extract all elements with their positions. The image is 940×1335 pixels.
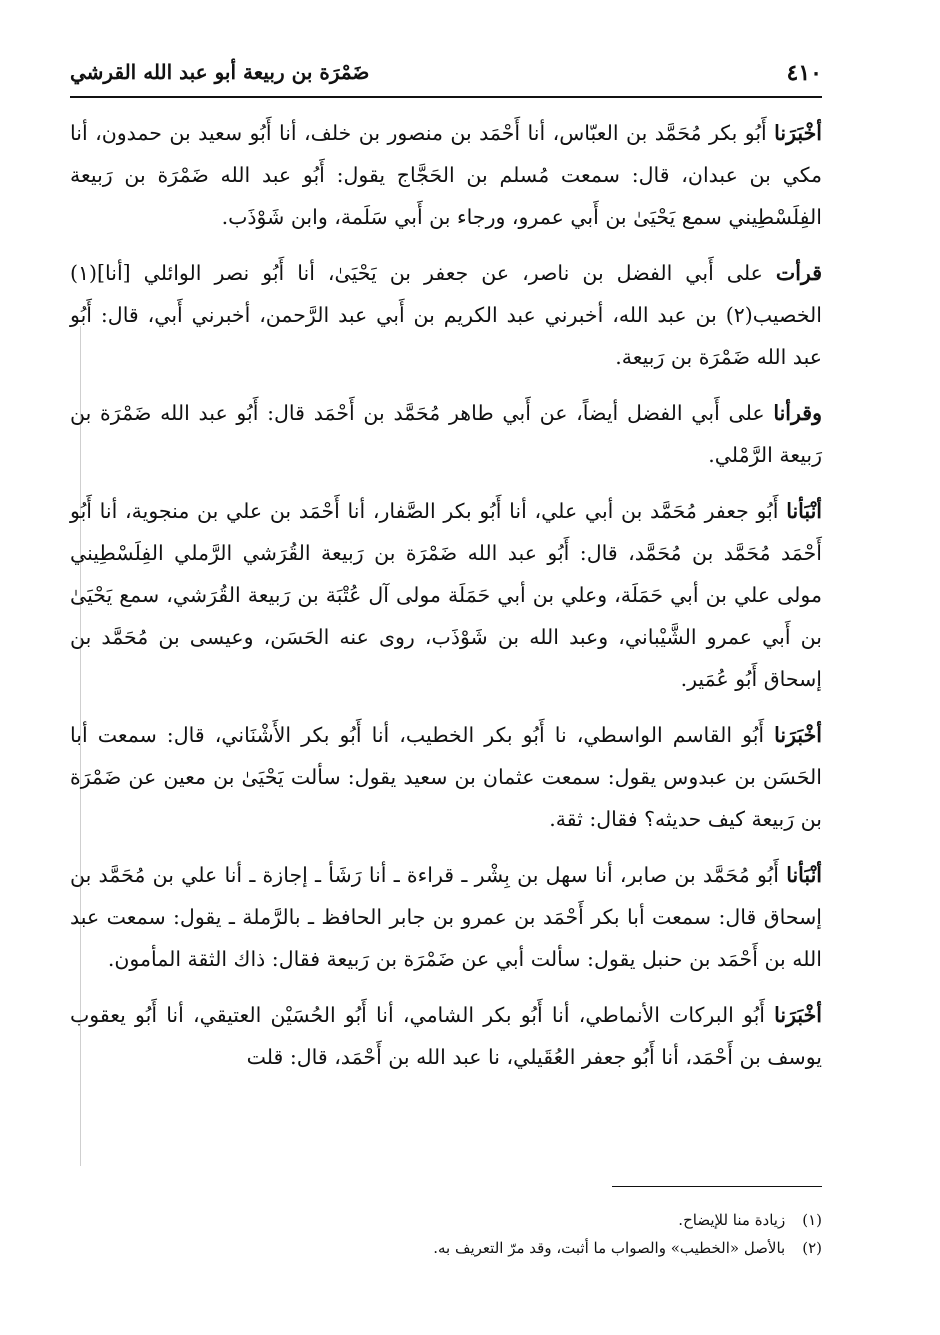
footnote-rule bbox=[612, 1186, 822, 1187]
footnote bbox=[70, 1234, 822, 1262]
paragraph-text: على أَبي الفضل بن ناصر، عن جعفر بن يَحْيَىٰ، أنا أَبُو نصر الوائلي [أنا](١) الخصيب(٢) بن عبد الله، أخبرني عبد الكريم بن أَبي عبد الرَّحمن، أخبرني أَبي، قال: أَبُو عبد الله ضَمْرَة بن رَبيعة. bbox=[70, 261, 822, 369]
page-number: ٤١٠ bbox=[786, 60, 822, 86]
footnote-number: (٢) bbox=[802, 1239, 822, 1257]
paragraph-lead: أنْبَأنا bbox=[786, 863, 822, 887]
paragraph bbox=[70, 854, 822, 980]
page-header bbox=[70, 60, 822, 92]
footnote bbox=[70, 1206, 822, 1234]
paragraph bbox=[70, 112, 822, 238]
footnote-text: زيادة منا للإيضاح. bbox=[678, 1211, 786, 1229]
body-text bbox=[70, 112, 822, 1092]
paragraph bbox=[70, 490, 822, 700]
paragraph-text: على أَبي الفضل أيضاً، عن أَبي طاهر مُحَمَّد بن أَحْمَد قال: أَبُو عبد الله ضَمْرَة بن رَبيعة الرَّمْلي. bbox=[70, 401, 822, 467]
paragraph-text: أَبُو البركات الأنماطي، أنا أَبُو بكر الشامي، أنا أَبُو الحُسَيْن العتيقي، أنا أَبُو يعقوب يوسف بن أَحْمَد، أنا أَبُو جعفر العُقَيلي، نا عبد الله بن أَحْمَد، قال: قلت bbox=[70, 1003, 822, 1069]
running-title: ضَمْرَة بن ربيعة أبو عبد الله القرشي bbox=[70, 60, 370, 84]
footnotes bbox=[70, 1206, 822, 1262]
paragraph-lead: أنْبَأنا bbox=[786, 499, 822, 523]
paragraph bbox=[70, 252, 822, 378]
paragraph bbox=[70, 714, 822, 840]
paragraph-text: أَبُو بكر مُحَمَّد بن العبّاس، أنا أَحْمَد بن منصور بن خلف، أنا أَبُو سعيد بن حمدون، أنا مكي بن عبدان، قال: سمعت مُسلم بن الحَجَّاج يقول: أَبُو عبد الله ضَمْرَة بن رَبيعة الفِلَسْطِيني سمع يَحْيَىٰ بن أَبي عمرو، ورجاء بن أَبي سَلَمة، وابن شَوْذَب. bbox=[70, 121, 822, 229]
paragraph-lead: أخْبَرَنا bbox=[774, 723, 822, 747]
paragraph-lead: قرأت bbox=[775, 261, 822, 285]
paragraph-text: أَبُو جعفر مُحَمَّد بن أبي علي، أنا أَبُو بكر الصَّفار، أنا أَحْمَد بن علي بن منجوية، أنا أَبُو أَحْمَد مُحَمَّد بن مُحَمَّد، قال: أَبُو عبد الله ضَمْرَة بن رَبيعة القُرَشي الرَّملي الفِلَسْطِيني مولى علي بن أبي حَمَلَة، وعلي بن أبي حَمَلَة مولى آل عُتْبَة بن رَبيعة القُرَشي، سمع يَحْيَىٰ بن أَبي عمرو الشَّيْباني، وعبد الله بن شَوْذَب، روى عنه الحَسَن، وعيسى بن مُحَمَّد بن إسحاق أَبُو عُمَير. bbox=[70, 499, 822, 691]
paragraph-lead: وقرأنا bbox=[773, 401, 822, 425]
footnote-number: (١) bbox=[802, 1211, 822, 1229]
header-rule bbox=[70, 96, 822, 98]
paragraph-lead: أخْبَرَنا bbox=[774, 1003, 822, 1027]
paragraph bbox=[70, 994, 822, 1078]
paragraph-text: أَبُو مُحَمَّد بن صابر، أنا سهل بن بِشْر ـ قراءة ـ أنا رَشَأ ـ إجازة ـ أنا علي بن مُحَمَّد بن إسحاق قال: سمعت أبا بكر أَحْمَد بن عمرو بن جابر الحافظ ـ بالرَّملة ـ يقول: سمعت عبد الله بن أَحْمَد بن حنبل يقول: سألت أبي عن ضَمْرَة بن رَبيعة فقال: ذاك الثقة المأمون. bbox=[70, 863, 822, 971]
paragraph bbox=[70, 392, 822, 476]
paragraph-lead: أخْبَرَنا bbox=[774, 121, 822, 145]
footnote-text: بالأصل «الخطيب» والصواب ما أثبت، وقد مرّ التعريف به. bbox=[433, 1239, 786, 1257]
paragraph-text: أَبُو القاسم الواسطي، نا أَبُو بكر الخطيب، أنا أَبُو بكر الأَشْنَاني، قال: سمعت أبا الحَسَن بن عبدوس يقول: سمعت عثمان بن سعيد يقول: سألت يَحْيَىٰ بن معين عن ضَمْرَة بن رَبيعة كيف حديثه؟ فقال: ثقة. bbox=[70, 723, 822, 831]
